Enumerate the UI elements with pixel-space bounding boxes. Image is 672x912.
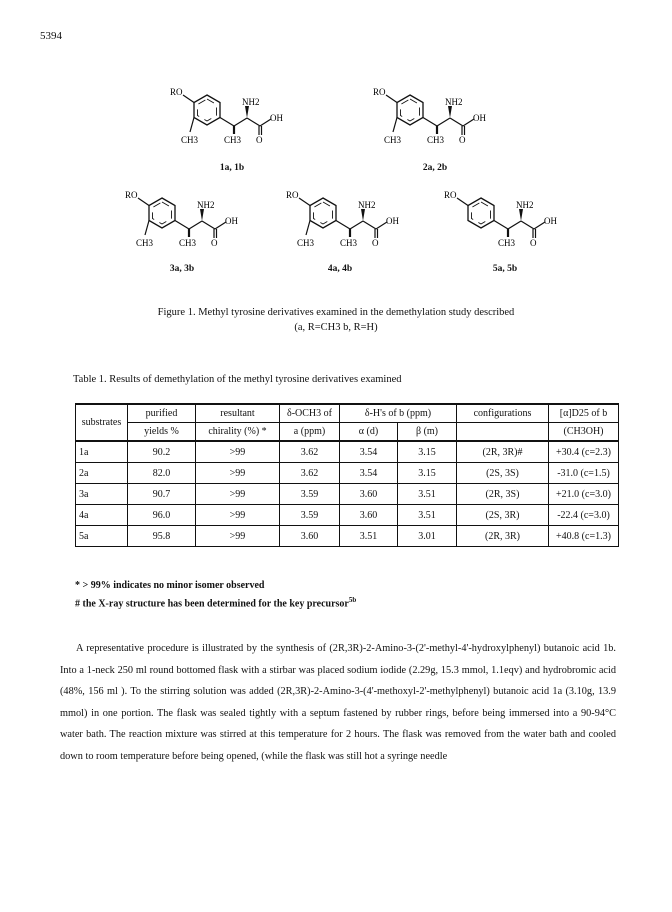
ch3-label: CH3 [498,238,516,248]
ro-label: RO [444,190,457,200]
header-configurations: configurations [457,404,549,423]
ch3-label: CH3 [297,238,315,248]
footnote-reference: 5b [348,596,357,604]
molecule-label: 3a, 3b [169,264,195,274]
molecule-label: 5a, 5b [492,264,518,274]
header-resultant: resultant [196,404,280,423]
nh2-label: NH2 [197,200,215,210]
molecule-label: 1a, 1b [219,163,245,173]
header-chirality: chirality (%) * [196,423,280,442]
molecule-label: 4a, 4b [327,264,353,274]
ro-label: RO [286,190,299,200]
ro-label: RO [373,87,386,97]
o-label: O [530,238,537,248]
oh-label: OH [544,216,557,226]
molecule-5 [444,190,557,248]
header-rotation: [α]D25 of b [549,404,619,423]
ch3-label: CH3 [427,135,445,145]
oh-label: OH [386,216,399,226]
o-label: O [211,238,218,248]
table-caption: Table 1. Results of demethylation of the methyl tyrosine derivatives examined [73,374,402,385]
nh2-label: NH2 [242,97,260,107]
header-purified: purified [128,404,196,423]
body-text [60,638,616,767]
o-label: O [459,135,466,145]
ch3-label: CH3 [136,238,154,248]
table-row: 2a 82.0 >99 3.62 3.54 3.15 (2S, 3S) -31.0 (c=1.5) [76,463,619,484]
footnote-hash: # the X-ray structure has been determined for the key precursor$^{5b}$ [75,596,357,610]
table-footnotes [75,578,356,611]
o-label: O [372,238,379,248]
header-alpha: α (d) [340,423,398,442]
header-och3: δ-OCH3 of [280,404,340,423]
footnote-star: * > 99% indicates no minor isomer observed [75,580,265,591]
nh2-label: NH2 [358,200,376,210]
results-table [75,403,619,547]
figure-caption-line-2: (a, R=CH3 b, R=H) [294,322,378,333]
ch3-label: CH3 [181,135,199,145]
oh-label: OH [270,113,283,123]
ch3-label: CH3 [179,238,197,248]
ch3-label: CH3 [224,135,242,145]
nh2-label: NH2 [445,97,463,107]
ro-label: RO [125,190,138,200]
header-yields: yields % [128,423,196,442]
header-beta: β (m) [398,423,457,442]
figure-caption-line-1: Figure 1. Methyl tyrosine derivatives examined in the demethylation study described [157,307,515,318]
table-row: 4a 96.0 >99 3.59 3.60 3.51 (2S, 3R) -22.4 (c=3.0) [76,505,619,526]
molecule-2 [373,87,486,145]
oh-label: OH [225,216,238,226]
molecule-4 [286,190,399,248]
molecule-1 [170,87,283,145]
header-solvent: (CH3OH) [549,423,619,442]
molecule-label: 2a, 2b [422,163,448,173]
oh-label: OH [473,113,486,123]
table-row: 5a 95.8 >99 3.60 3.51 3.01 (2R, 3R) +40.8 (c=1.3) [76,526,619,547]
ch3-label: CH3 [384,135,402,145]
table-row: 3a 90.7 >99 3.59 3.60 3.51 (2R, 3S) +21.0 (c=3.0) [76,484,619,505]
nh2-label: NH2 [516,200,534,210]
ro-label: RO [170,87,183,97]
header-substrates: substrates [76,404,128,441]
header-dh: δ-H's of b (ppm) [340,404,457,423]
procedure-paragraph: A representative procedure is illustrated by the synthesis of (2R,3R)-2-Amino-3-(2'-methyl-4'-hydroxylphenyl) butanoic acid 1b. Into a 1-neck 250 ml round bottomed flask with a stirbar was placed sodium iodide (2.29g, 15.3 mmol, 1.1eqv) and hydrobromic acid (48%, 156 ml ). To the stirring solution was added (2R,3R)-2-Amino-3-(4'-methoxyl-2'-methylphenyl) butanoic acid 1a (3.10g, 13.9 mmol) in one portion. The flask was sealed tightly with a septum fastened by rubber rings, before being immersed into a 90-94°C water bath. The reaction mixture was stirred at this temperature for 2 hours. The flask was removed from the water bath and cooled down to room temperature before being opened, (while the flask was still hot a syringe needle [60,643,616,762]
figure-caption [60,305,612,335]
figure-1-structures [0,0,672,300]
molecule-3 [125,190,238,248]
o-label: O [256,135,263,145]
page-number: 5394 [40,30,62,42]
ch3-label: CH3 [340,238,358,248]
header-och3-unit: a (ppm) [280,423,340,442]
table-row: 1a 90.2 >99 3.62 3.54 3.15 (2R, 3R)# +30.4 (c=2.3) [76,441,619,463]
